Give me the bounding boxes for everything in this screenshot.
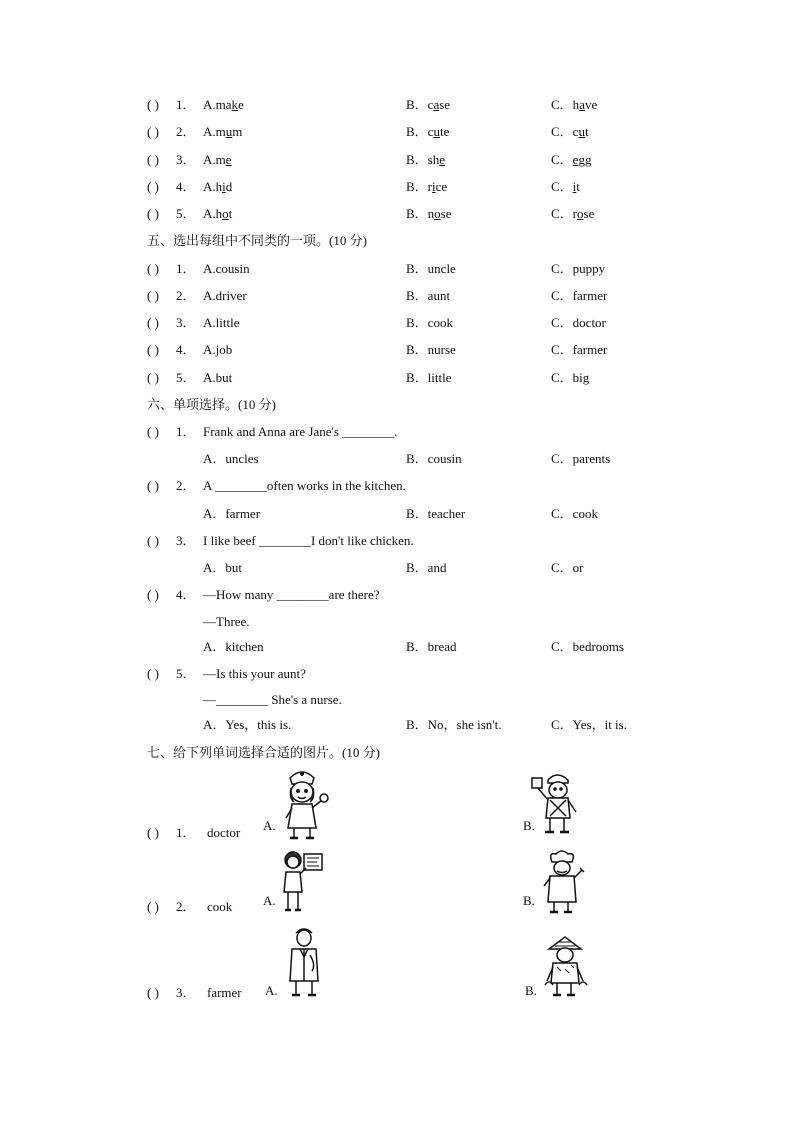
item-number: 4．: [176, 179, 196, 194]
options-row: [0, 448, 794, 470]
list-item: [0, 982, 794, 1004]
option-b: B．aunt: [406, 288, 451, 303]
option-a: A.but: [203, 370, 233, 385]
option-a: A.hot: [203, 206, 233, 221]
stem-text: —How many ________are there?: [203, 587, 380, 602]
stem-text: —Is this your aunt?: [203, 666, 306, 681]
list-item: [0, 339, 794, 361]
item-number: 2．: [176, 899, 196, 914]
builder-figure-image: [530, 770, 585, 836]
stem-text: A ________often works in the kitchen.: [203, 478, 406, 493]
option-a: A.me: [203, 152, 232, 167]
option-c: C．farmer: [551, 288, 608, 303]
item-number: 5．: [176, 666, 196, 681]
answer-paren[interactable]: ( ): [147, 179, 159, 194]
option-a-label: A.: [263, 818, 276, 833]
option-c: C．parents: [551, 451, 611, 466]
teacher-figure-image: [280, 850, 324, 914]
blank[interactable]: ________: [342, 424, 395, 439]
option-c: C．puppy: [551, 261, 606, 276]
option-b: B．nurse: [406, 342, 456, 357]
stem-text: I like beef ________I don't like chicken.: [203, 533, 414, 548]
option-b-label: B.: [523, 893, 535, 908]
stem-text: —Three.: [203, 614, 250, 629]
question-stem: [0, 663, 794, 685]
list-item: [0, 258, 794, 280]
option-a: A.job: [203, 342, 233, 357]
option-b: B．cook: [406, 315, 453, 330]
option-a: A.make: [203, 97, 244, 112]
farmer-figure-image: [543, 935, 589, 999]
question-stem: [0, 475, 794, 497]
option-b: B．cute: [406, 124, 450, 139]
option-b: B．cousin: [406, 451, 462, 466]
option-c: C．egg: [551, 152, 592, 167]
item-number: 3．: [176, 533, 196, 548]
answer-paren[interactable]: ( ): [147, 97, 159, 112]
item-number: 3．: [176, 315, 196, 330]
item-number: 2．: [176, 124, 196, 139]
blank[interactable]: ________: [216, 692, 268, 707]
blank[interactable]: ________: [214, 478, 267, 493]
item-number: 1．: [176, 424, 196, 439]
option-b: B．uncle: [406, 261, 456, 276]
list-item: [0, 312, 794, 334]
answer-paren[interactable]: ( ): [147, 152, 159, 167]
answer-paren[interactable]: ( ): [147, 478, 159, 493]
option-c: C．farmer: [551, 342, 608, 357]
option-b-label: B.: [525, 983, 537, 998]
answer-paren[interactable]: ( ): [147, 315, 159, 330]
section-title: 五、选出每组中不同类的一项。(10 分): [147, 233, 367, 248]
list-item: [0, 149, 794, 171]
blank[interactable]: ________: [276, 587, 329, 602]
item-number: 1．: [176, 261, 196, 276]
option-a: A.little: [203, 315, 240, 330]
answer-paren[interactable]: ( ): [147, 666, 159, 681]
answer-paren[interactable]: ( ): [147, 261, 159, 276]
answer-paren[interactable]: ( ): [147, 424, 159, 439]
question-stem: [0, 530, 794, 552]
word-label: cook: [207, 899, 233, 914]
option-b: B．little: [406, 370, 452, 385]
item-number: 5．: [176, 206, 196, 221]
options-row: [0, 714, 794, 736]
answer-paren[interactable]: ( ): [147, 533, 159, 548]
answer-paren[interactable]: ( ): [147, 985, 159, 1000]
answer-paren[interactable]: ( ): [147, 288, 159, 303]
option-b-label: B.: [523, 818, 535, 833]
option-c: C．rose: [551, 206, 595, 221]
answer-paren[interactable]: ( ): [147, 370, 159, 385]
chef-figure-image: [540, 850, 586, 914]
answer-paren[interactable]: ( ): [147, 587, 159, 602]
option-c: C．or: [551, 560, 584, 575]
option-a: A．uncles: [203, 451, 259, 466]
item-number: 2．: [176, 288, 196, 303]
answer-paren[interactable]: ( ): [147, 124, 159, 139]
option-a: A.mum: [203, 124, 243, 139]
option-b: B．and: [406, 560, 447, 575]
question-stem: [0, 584, 794, 606]
blank[interactable]: ________: [258, 533, 311, 548]
word-label: doctor: [207, 825, 241, 840]
list-item: [0, 896, 794, 918]
option-b: B．she: [406, 152, 446, 167]
option-b: B．rice: [406, 179, 448, 194]
question-stem: [0, 421, 794, 443]
answer-paren[interactable]: ( ): [147, 342, 159, 357]
option-c: C．Yes，it is.: [551, 717, 627, 732]
option-c: C．big: [551, 370, 590, 385]
option-c: C．it: [551, 179, 580, 194]
options-row: [0, 503, 794, 525]
option-c: C．have: [551, 97, 598, 112]
option-a: A.hid: [203, 179, 233, 194]
list-item: [0, 176, 794, 198]
option-c: C．cook: [551, 506, 598, 521]
dialogue-line: [0, 689, 794, 711]
word-label: farmer: [207, 985, 242, 1000]
answer-paren[interactable]: ( ): [147, 825, 159, 840]
option-a-label: A.: [265, 983, 278, 998]
dialogue-line: [0, 611, 794, 633]
item-number: 4．: [176, 587, 196, 602]
option-b: B．case: [406, 97, 451, 112]
item-number: 2．: [176, 478, 196, 493]
section-title: 七、给下列单词选择合适的图片。(10 分): [147, 745, 380, 760]
option-a: A.driver: [203, 288, 247, 303]
section-title: 六、单项选择。(10 分): [147, 397, 276, 412]
answer-paren[interactable]: ( ): [147, 206, 159, 221]
list-item: [0, 285, 794, 307]
option-b: B．bread: [406, 639, 457, 654]
list-item: [0, 203, 794, 225]
item-number: 3．: [176, 152, 196, 167]
options-row: [0, 636, 794, 658]
stem-text: —________ She's a nurse.: [203, 692, 342, 707]
answer-paren[interactable]: ( ): [147, 899, 159, 914]
nurse-figure-image: [272, 768, 332, 840]
option-a-label: A.: [263, 893, 276, 908]
option-a: A．but: [203, 560, 243, 575]
option-c: C．doctor: [551, 315, 606, 330]
item-number: 3．: [176, 985, 196, 1000]
stem-text: Frank and Anna are Jane's ________.: [203, 424, 398, 439]
list-item: [0, 121, 794, 143]
option-a: A．kitchen: [203, 639, 264, 654]
options-row: [0, 557, 794, 579]
list-item: [0, 367, 794, 389]
option-a: A．farmer: [203, 506, 261, 521]
option-a: A．Yes，this is.: [203, 717, 292, 732]
option-c: C．cut: [551, 124, 589, 139]
list-item: [0, 94, 794, 116]
item-number: 4．: [176, 342, 196, 357]
list-item: [0, 822, 794, 844]
option-a: A.cousin: [203, 261, 250, 276]
item-number: 1．: [176, 825, 196, 840]
doctor-figure-image: [286, 925, 324, 999]
option-b: B．nose: [406, 206, 452, 221]
option-b: B．No，she isn't.: [406, 717, 502, 732]
option-b: B．teacher: [406, 506, 466, 521]
item-number: 5．: [176, 370, 196, 385]
item-number: 1．: [176, 97, 196, 112]
option-c: C．bedrooms: [551, 639, 624, 654]
